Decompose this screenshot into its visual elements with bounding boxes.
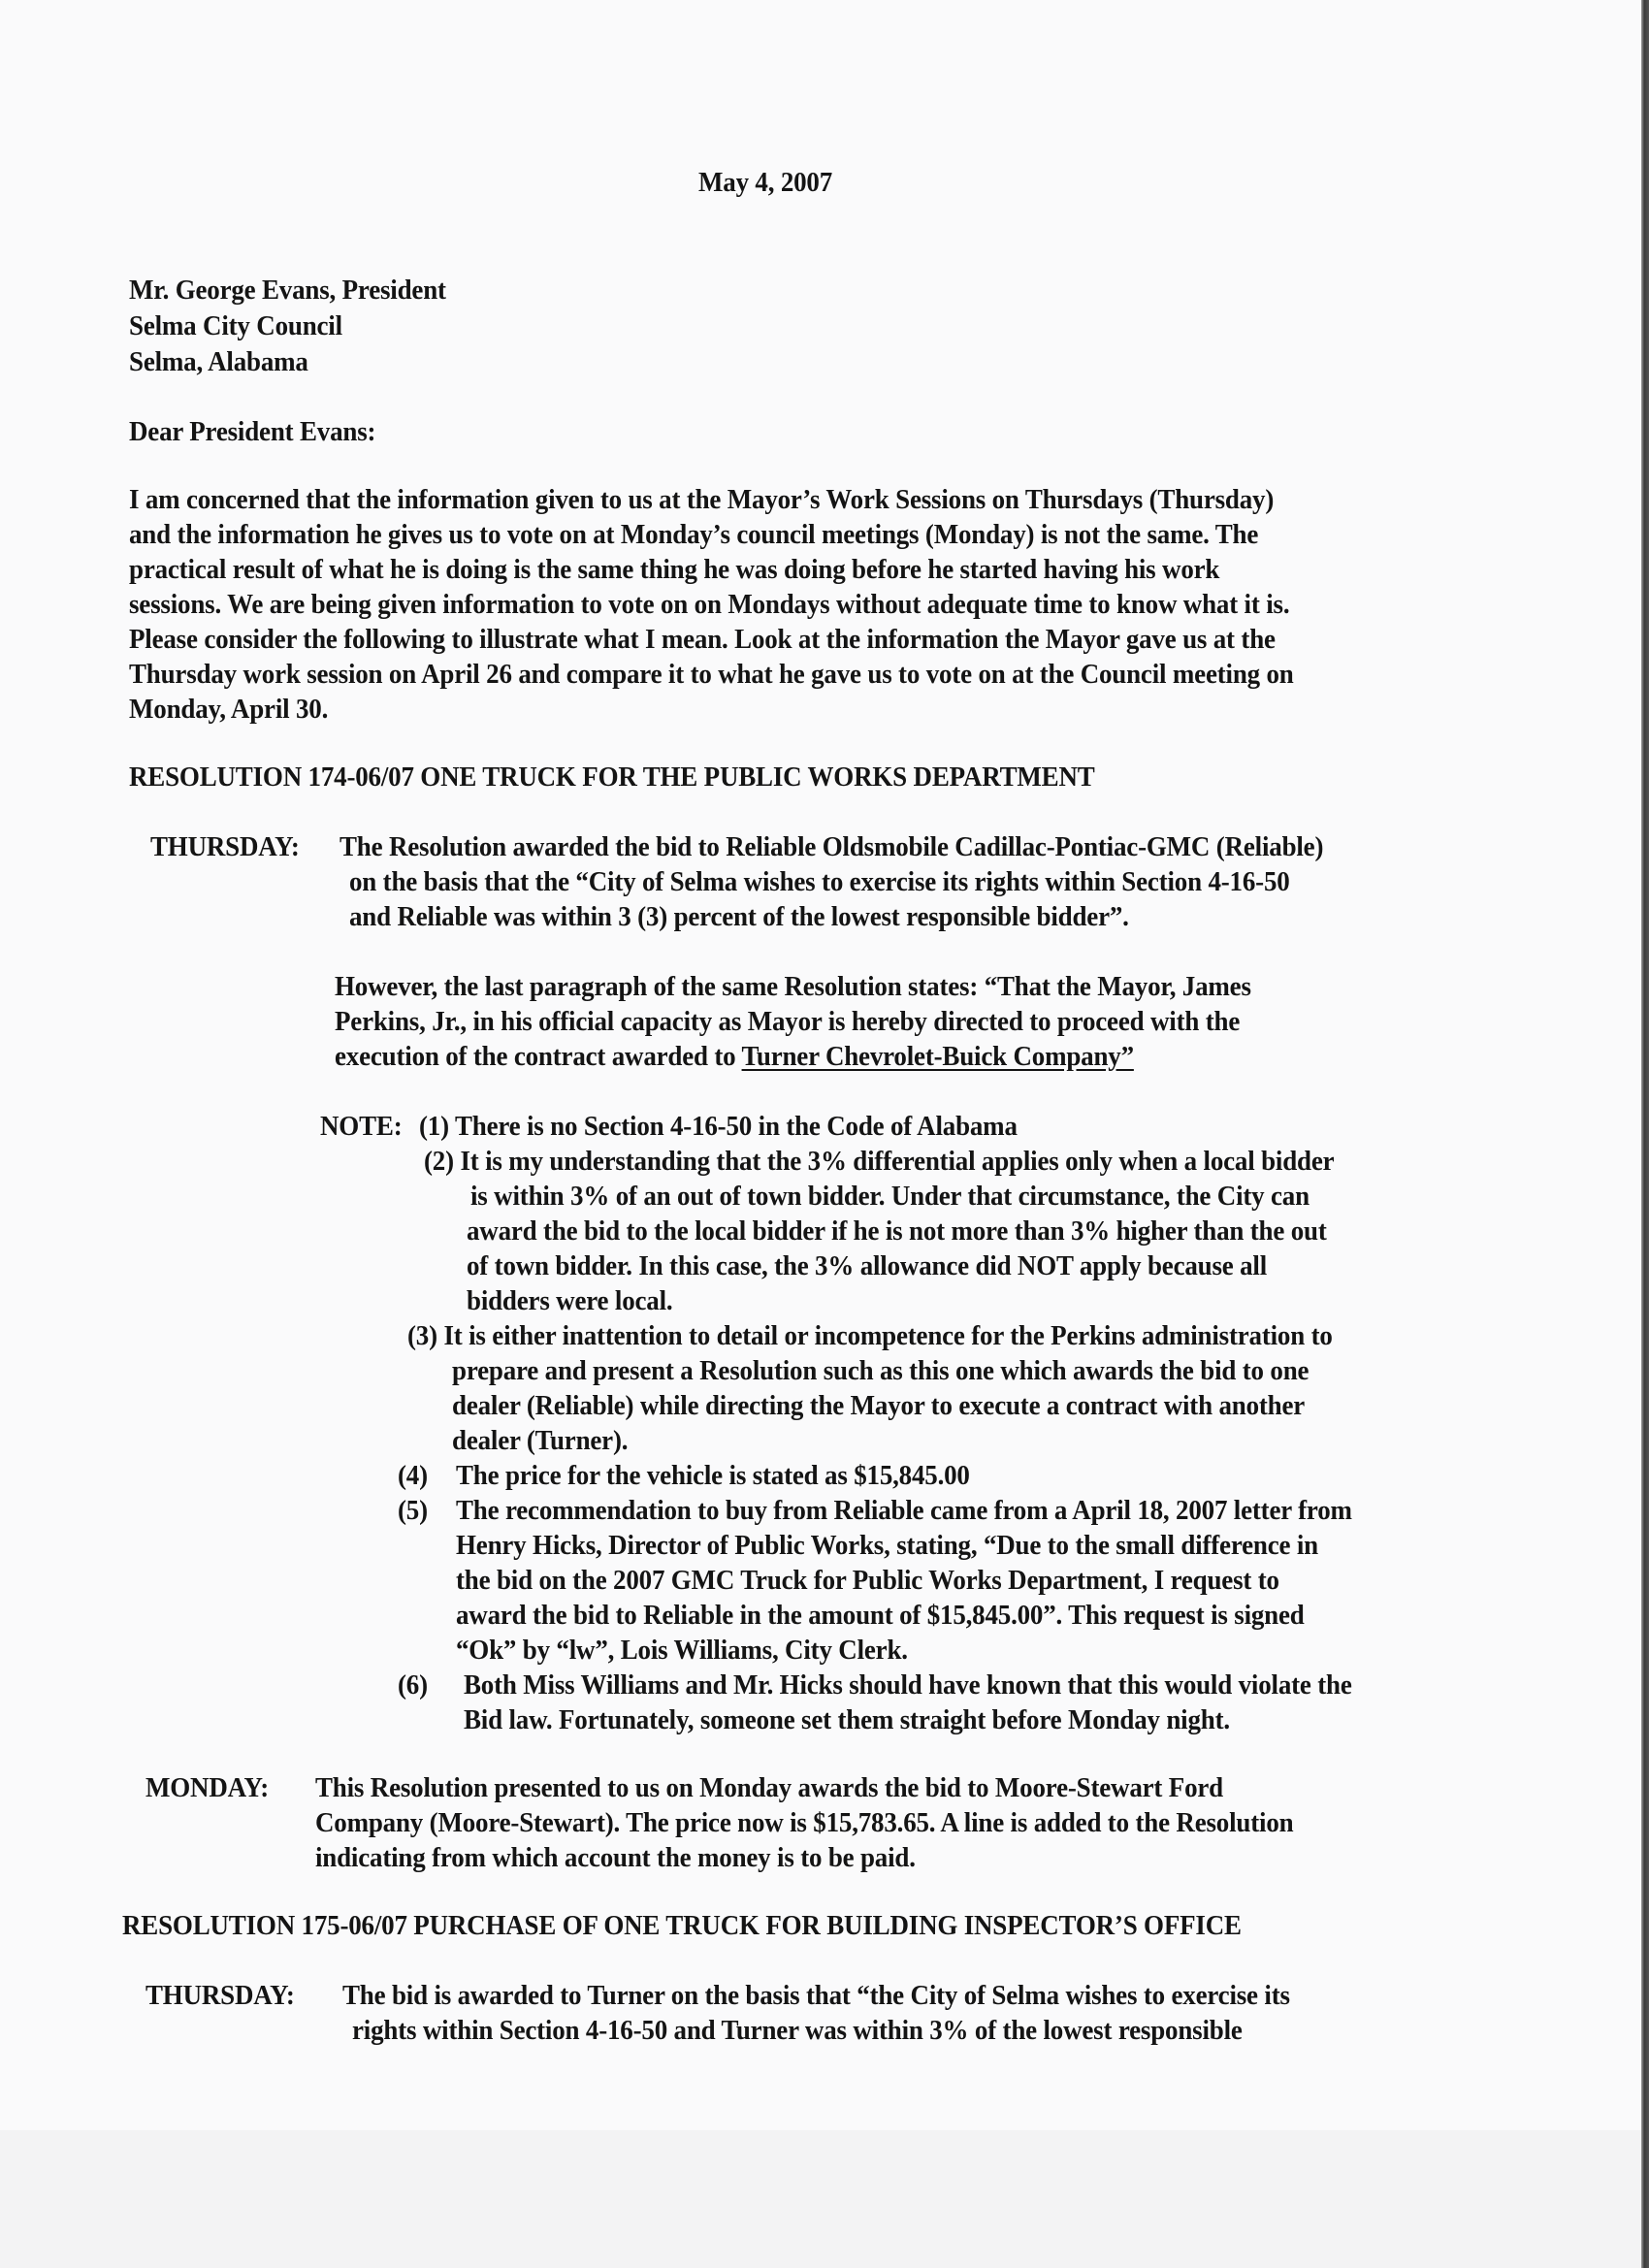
intro-line: Monday, April 30. [129, 694, 329, 725]
intro-line: Thursday work session on April 26 and compare it to what he gave us to vote on at the Council meeting on [129, 659, 1294, 690]
note-4: The price for the vehicle is stated as $15,845.00 [456, 1460, 970, 1491]
note-5-line: “Ok” by “lw”, Lois Williams, City Clerk. [456, 1635, 908, 1666]
thursday-line: The bid is awarded to Turner on the basis that “the City of Selma wishes to exercise its [342, 1980, 1290, 2011]
note-5-number: (5) [398, 1495, 428, 1526]
however-line: However, the last paragraph of the same Resolution states: “That the Mayor, James [335, 971, 1251, 1002]
scan-page-edge [1641, 0, 1649, 2268]
thursday-line: rights within Section 4-16-50 and Turner was within 3% of the lowest responsible [352, 2015, 1243, 2046]
monday-label: MONDAY: [146, 1772, 270, 1803]
intro-line: practical result of what he is doing is the same thing he was doing before he started having his work [129, 554, 1220, 585]
note-6-line: Both Miss Williams and Mr. Hicks should have known that this would violate the [464, 1669, 1352, 1701]
note-6-number: (6) [398, 1669, 428, 1701]
thursday-line: on the basis that the “City of Selma wishes to exercise its rights within Section 4-16-50 [349, 866, 1290, 897]
note-1: (1) There is no Section 4-16-50 in the Code of Alabama [419, 1111, 1018, 1142]
note-2-line: (2) It is my understanding that the 3% differential applies only when a local bidder [424, 1146, 1335, 1177]
resolution-175-heading: RESOLUTION 175-06/07 PURCHASE OF ONE TRUCK FOR BUILDING INSPECTOR’S OFFICE [122, 1910, 1242, 1941]
thursday-label: THURSDAY: [150, 831, 300, 862]
letter-date: May 4, 2007 [698, 167, 833, 198]
recipient-line-1: Mr. George Evans, President [129, 275, 446, 306]
monday-line: Company (Moore-Stewart). The price now is $15,783.65. A line is added to the Resolution [315, 1807, 1294, 1838]
intro-line: sessions. We are being given information to vote on on Mondays without adequate time to know what it is. [129, 589, 1290, 620]
resolution-174-heading: RESOLUTION 174-06/07 ONE TRUCK FOR THE PUBLIC WORKS DEPARTMENT [129, 761, 1095, 793]
note-3-line: (3) It is either inattention to detail or incompetence for the Perkins administration to [407, 1320, 1333, 1351]
monday-line: This Resolution presented to us on Monday awards the bid to Moore-Stewart Ford [315, 1772, 1223, 1803]
note-2-line: bidders were local. [467, 1285, 673, 1316]
note-5-line: The recommendation to buy from Reliable came from a April 18, 2007 letter from [456, 1495, 1352, 1526]
turner-company-underlined: Turner Chevrolet-Buick Company” [741, 1041, 1134, 1072]
scan-bottom-band [0, 2130, 1641, 2268]
recipient-line-2: Selma City Council [129, 310, 342, 341]
intro-line: I am concerned that the information given to us at the Mayor’s Work Sessions on Thursdays (Thursday) [129, 484, 1275, 515]
note-2-line: of town bidder. In this case, the 3% allowance did NOT apply because all [467, 1250, 1268, 1281]
note-2-line: award the bid to the local bidder if he is not more than 3% higher than the out [467, 1215, 1327, 1247]
monday-line: indicating from which account the money is to be paid. [315, 1842, 916, 1873]
note-5-line: Henry Hicks, Director of Public Works, stating, “Due to the small difference in [456, 1530, 1318, 1561]
however-line: Perkins, Jr., in his official capacity as Mayor is hereby directed to proceed with the [335, 1006, 1241, 1037]
however-prefix: execution of the contract awarded to [335, 1041, 742, 1072]
thursday-label: THURSDAY: [146, 1980, 295, 2011]
note-3-line: dealer (Turner). [452, 1425, 629, 1456]
thursday-line: The Resolution awarded the bid to Reliable Oldsmobile Cadillac-Pontiac-GMC (Reliable) [340, 831, 1324, 862]
note-2-line: is within 3% of an out of town bidder. Under that circumstance, the City can [470, 1181, 1310, 1212]
note-5-line: award the bid to Reliable in the amount of $15,845.00”. This request is signed [456, 1600, 1305, 1631]
note-3-line: dealer (Reliable) while directing the Mayor to execute a contract with another [452, 1390, 1306, 1421]
note-label: NOTE: [320, 1111, 403, 1142]
salutation: Dear President Evans: [129, 416, 376, 447]
intro-line: and the information he gives us to vote on at Monday’s council meetings (Monday) is not the same. The [129, 519, 1259, 550]
recipient-line-3: Selma, Alabama [129, 346, 308, 377]
intro-line: Please consider the following to illustrate what I mean. Look at the information the Mayor gave us at the [129, 624, 1276, 655]
note-5-line: the bid on the 2007 GMC Truck for Public Works Department, I request to [456, 1565, 1279, 1596]
note-3-line: prepare and present a Resolution such as this one which awards the bid to one [452, 1355, 1310, 1386]
note-4-number: (4) [398, 1460, 428, 1491]
thursday-line: and Reliable was within 3 (3) percent of the lowest responsible bidder”. [349, 901, 1129, 932]
however-line [335, 1039, 1134, 1074]
note-6-line: Bid law. Fortunately, someone set them straight before Monday night. [464, 1704, 1230, 1735]
